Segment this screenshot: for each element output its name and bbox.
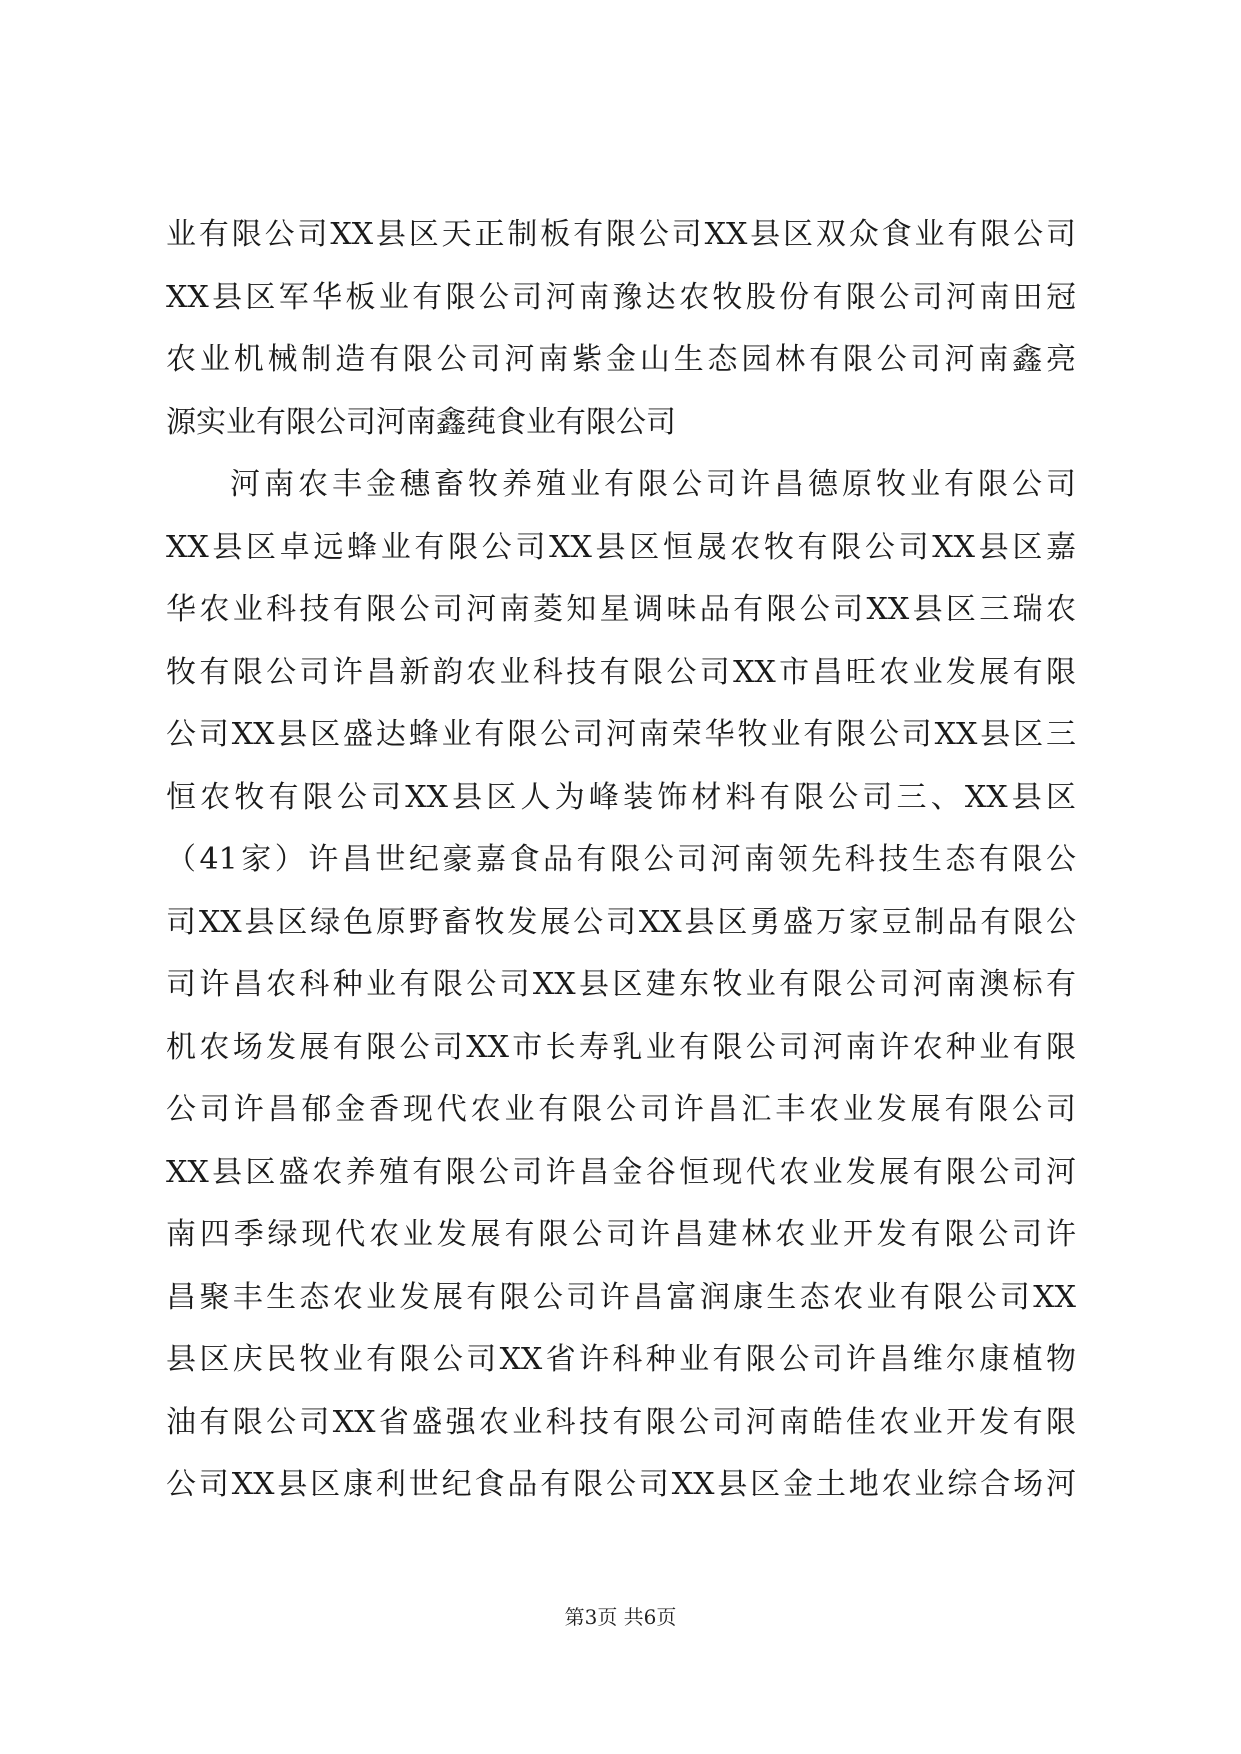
paragraph-2-line-15: 县区庆民牧业有限公司XX省许科种业有限公司许昌维尔康植物 bbox=[166, 1342, 1076, 1377]
paragraph-2-line-12: XX县区盛农养殖有限公司许昌金谷恒现代农业发展有限公司河 bbox=[166, 1154, 1076, 1190]
paragraph-2-line-4: 牧有限公司许昌新韵农业科技有限公司XX市昌旺农业发展有限 bbox=[166, 654, 1076, 690]
paragraph-2-line-13: 南四季绿现代农业发展有限公司许昌建林农业开发有限公司许 bbox=[166, 1217, 1076, 1252]
page-number-footer: 第3页 共6页 bbox=[564, 1605, 677, 1629]
paragraph-2-line-9: 司许昌农科种业有限公司XX县区建东牧业有限公司河南澳标有 bbox=[166, 967, 1076, 1002]
paragraph-2-line-14: 昌聚丰生态农业发展有限公司许昌富润康生态农业有限公司XX bbox=[166, 1279, 1076, 1315]
paragraph-1-line-1: 业有限公司XX县区天正制板有限公司XX县区双众食业有限公司 bbox=[166, 217, 1076, 252]
paragraph-2-line-1: 河南农丰金穗畜牧养殖业有限公司许昌德原牧业有限公司 bbox=[230, 467, 1076, 502]
paragraph-1-line-3: 农业机械制造有限公司河南紫金山生态园林有限公司河南鑫亮 bbox=[166, 342, 1076, 377]
document-body bbox=[166, 204, 1076, 1517]
paragraph-2-line-3: 华农业科技有限公司河南菱知星调味品有限公司XX县区三瑞农 bbox=[166, 592, 1076, 627]
paragraph-2-line-7: （41家）许昌世纪豪嘉食品有限公司河南领先科技生态有限公 bbox=[166, 842, 1076, 877]
paragraph-2-line-2: XX县区卓远蜂业有限公司XX县区恒晟农牧有限公司XX县区嘉 bbox=[166, 529, 1076, 565]
paragraph-2-line-5: 公司XX县区盛达蜂业有限公司河南荣华牧业有限公司XX县区三 bbox=[166, 717, 1076, 752]
paragraph-1-line-4: 源实业有限公司河南鑫莼食业有限公司 bbox=[166, 404, 676, 440]
paragraph-2-line-6: 恒农牧有限公司XX县区人为峰装饰材料有限公司三、XX县区 bbox=[166, 779, 1076, 815]
paragraph-2-line-11: 公司许昌郁金香现代农业有限公司许昌汇丰农业发展有限公司 bbox=[166, 1092, 1076, 1127]
paragraph-2-line-8: 司XX县区绿色原野畜牧发展公司XX县区勇盛万家豆制品有限公 bbox=[166, 904, 1076, 940]
paragraph-2-line-17: 公司XX县区康利世纪食品有限公司XX县区金土地农业综合场河 bbox=[166, 1467, 1076, 1502]
paragraph-2-line-10: 机农场发展有限公司XX市长寿乳业有限公司河南许农种业有限 bbox=[166, 1029, 1076, 1065]
paragraph-2-line-16: 油有限公司XX省盛强农业科技有限公司河南皓佳农业开发有限 bbox=[166, 1404, 1076, 1440]
paragraph-1-line-2: XX县区军华板业有限公司河南豫达农牧股份有限公司河南田冠 bbox=[166, 279, 1076, 315]
